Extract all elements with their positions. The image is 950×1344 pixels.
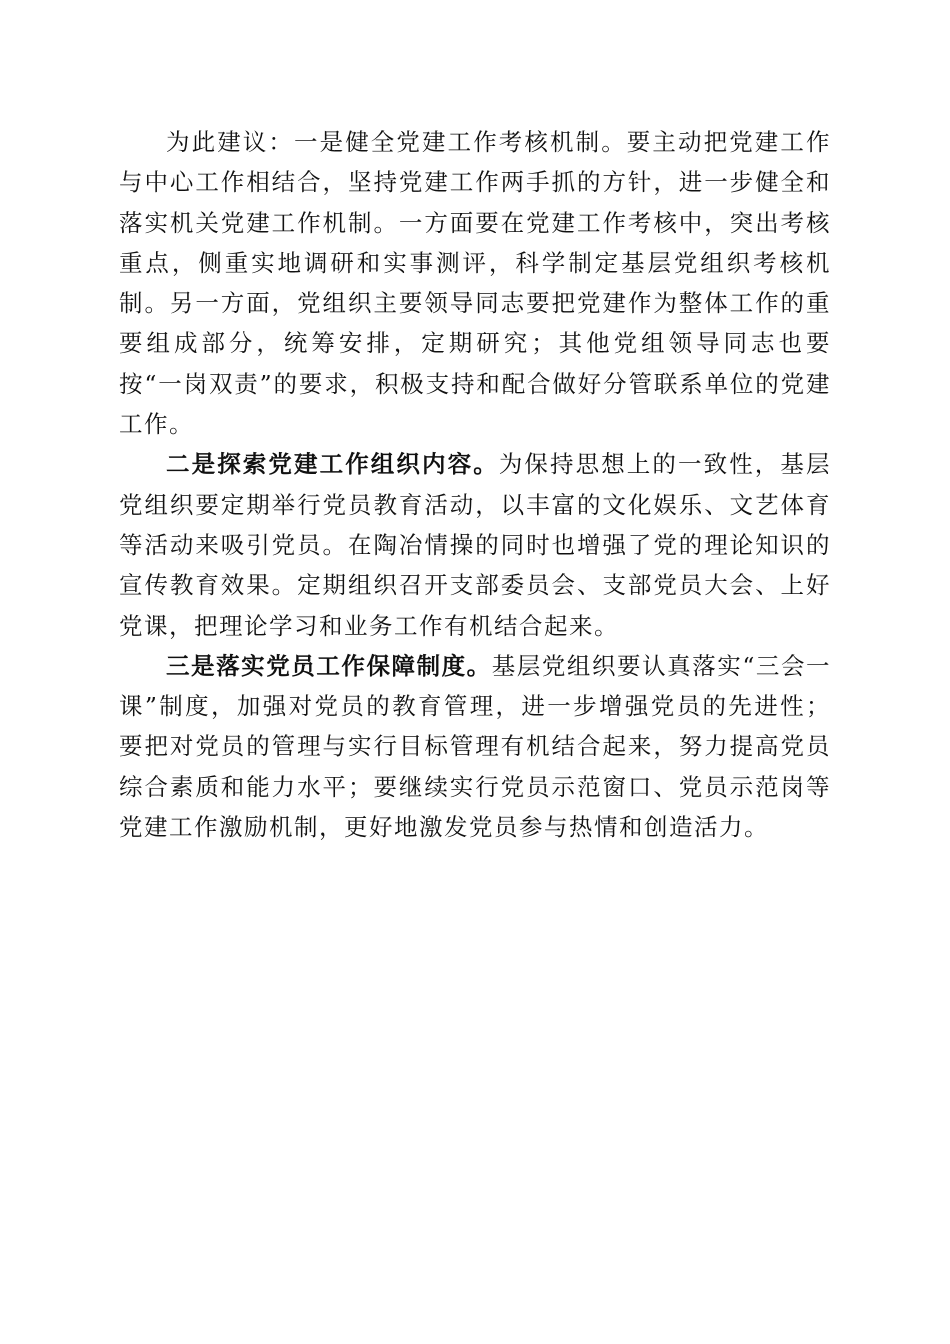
- paragraph-body: 为保持思想上的一致性，基层党组织要定期举行党员教育活动，以丰富的文化娱乐、文艺体育等活动来吸引党员。在陶冶情操的同时也增强了党的理论知识的宣传教育效果。定期组织召开支部委员会、支部党员大会、上好党课，把理论学习和业务工作有机结合起来。: [119, 450, 832, 640]
- paragraph-body: 基层党组织要认真落实“三会一课”制度，加强对党员的教育管理，进一步增强党员的先进性；要把对党员的管理与实行目标管理有机结合起来，努力提高党员综合素质和能力水平；要继续实行党员示范窗口、党员示范岗等党建工作激励机制，更好地激发党员参与热情和创造活力。: [119, 651, 832, 842]
- paragraph-recommendations: [119, 122, 831, 444]
- document-page: [119, 122, 831, 847]
- paragraph-body: 为此建议：一是健全党建工作考核机制。要主动把党建工作与中心工作相结合，坚持党建工作两手抓的方针，进一步健全和落实机关党建工作机制。一方面要在党建工作考核中，突出考核重点，侧重实地调研和实事测评，科学制定基层党组织考核机制。另一方面，党组织主要领导同志要把党建作为整体工作的重要组成部分，统筹安排，定期研究；其他党组领导同志也要按“一岗双责”的要求，积极支持和配合做好分管联系单位的党建工作。: [119, 128, 831, 439]
- paragraph-lead: 三是落实党员工作保障制度。: [166, 651, 492, 680]
- paragraph-member-guarantee: [119, 646, 831, 847]
- paragraph-organization-content: [119, 444, 831, 645]
- paragraph-lead: 二是探索党建工作组织内容。: [166, 450, 499, 479]
